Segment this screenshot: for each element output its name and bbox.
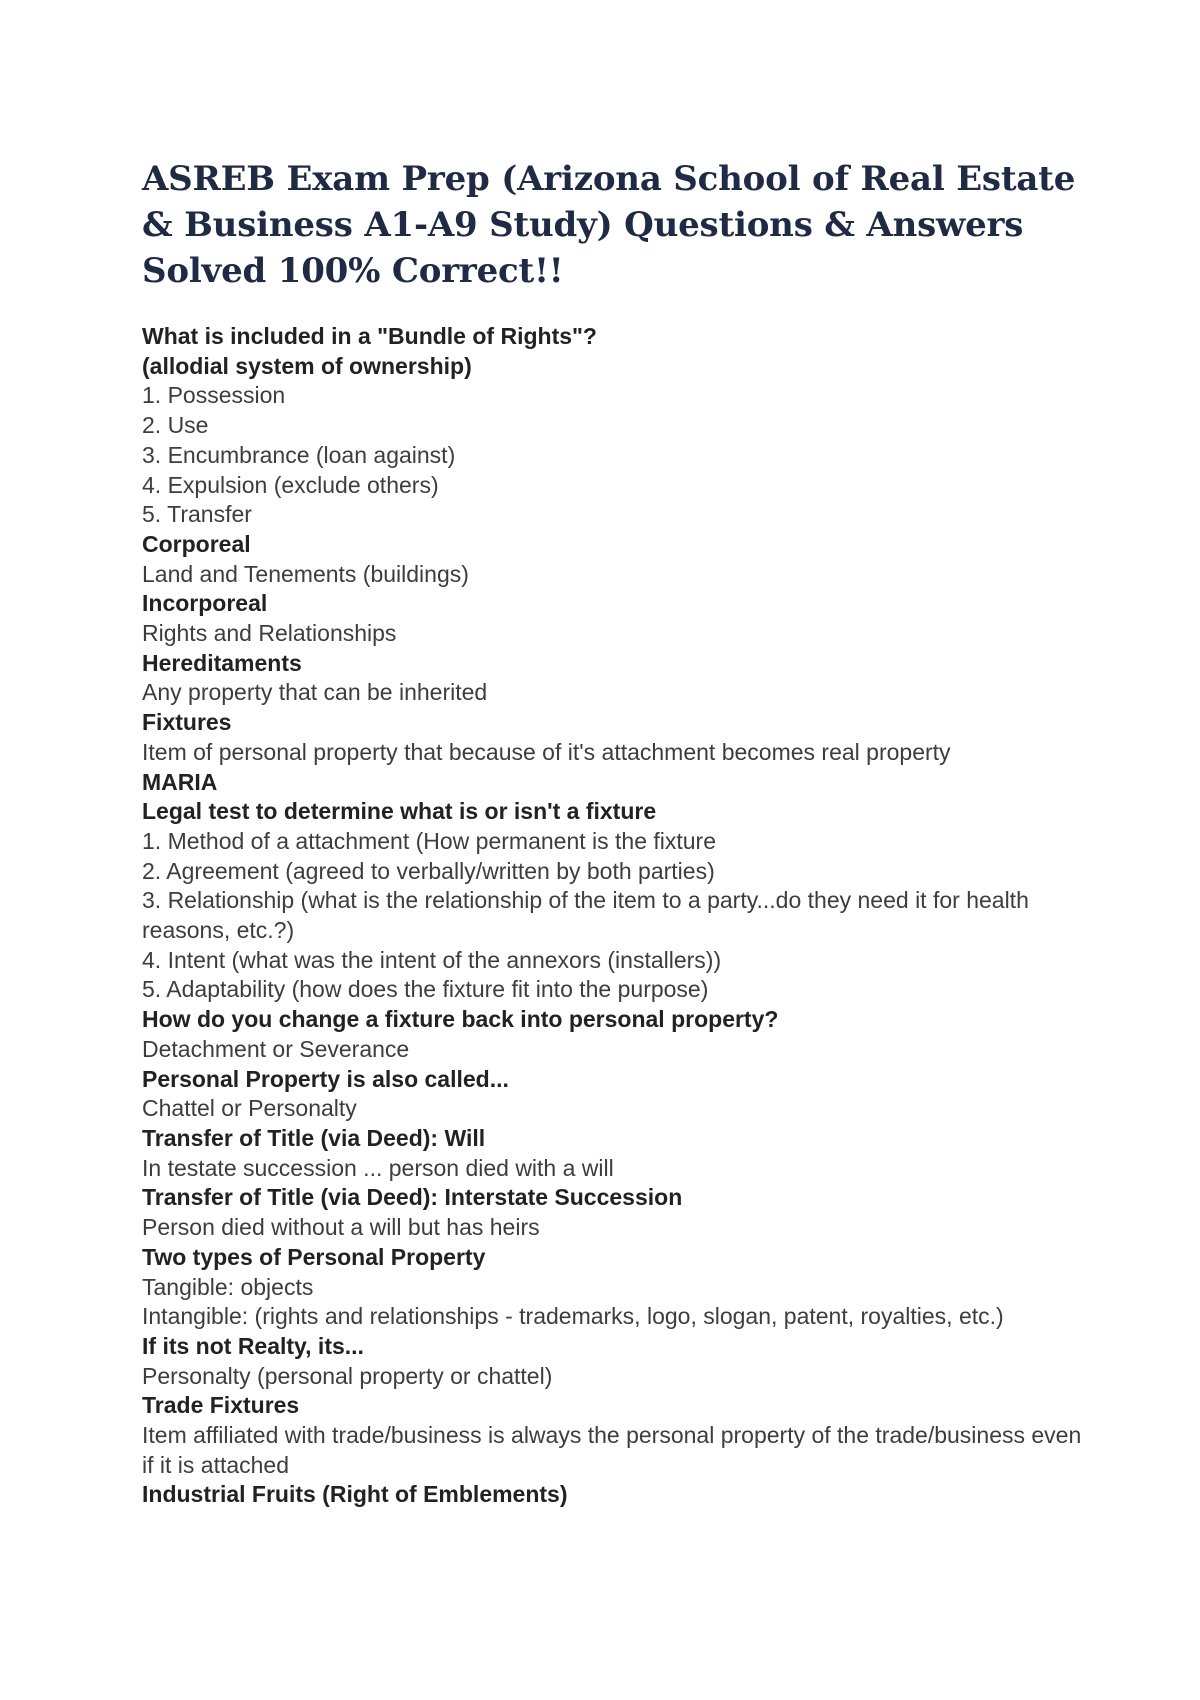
question-not-realty: If its not Realty, its... bbox=[142, 1332, 364, 1359]
answer-line: 1. Possession bbox=[142, 382, 286, 409]
question-incorporeal: Incorporeal bbox=[142, 590, 268, 617]
answer-line: In testate succession ... person died with a will bbox=[142, 1154, 614, 1181]
answer-line: Intangible: (rights and relationships - trademarks, logo, slogan, patent, royalties, etc.) bbox=[142, 1303, 1004, 1330]
answer-line: 5. Transfer bbox=[142, 501, 252, 528]
question-bundle-of-rights-subtitle: (allodial system of ownership) bbox=[142, 352, 472, 379]
question-bundle-of-rights: What is included in a "Bundle of Rights"? bbox=[142, 323, 597, 349]
answer-line: Tangible: objects bbox=[142, 1273, 314, 1300]
answer-line: Person died without a will but has heirs bbox=[142, 1214, 540, 1241]
question-hereditaments: Hereditaments bbox=[142, 649, 302, 676]
answer-line: 5. Adaptability (how does the fixture fit into the purpose) bbox=[142, 976, 709, 1003]
document-title: ASREB Exam Prep (Arizona School of Real Estate & Business A1-A9 Study) Questions & Answers Solved 100% Correct!! bbox=[142, 159, 1076, 291]
answer-line: Any property that can be inherited bbox=[142, 679, 488, 706]
question-maria-subtitle: Legal test to determine what is or isn't a fixture bbox=[142, 798, 657, 825]
question-fixture-to-personal: How do you change a fixture back into personal property? bbox=[142, 1006, 779, 1033]
question-trade-fixtures: Trade Fixtures bbox=[142, 1392, 300, 1419]
answer-line: Detachment or Severance bbox=[142, 1035, 410, 1062]
question-industrial-fruits: Industrial Fruits (Right of Emblements) bbox=[142, 1481, 568, 1508]
question-maria: MARIA bbox=[142, 768, 218, 795]
question-personal-property-called: Personal Property is also called... bbox=[142, 1065, 509, 1092]
question-transfer-interstate: Transfer of Title (via Deed): Interstate Succession bbox=[142, 1184, 683, 1211]
answer-line: Item affiliated with trade/business is always the personal property of the trade/business even if it is attached bbox=[142, 1422, 1082, 1478]
answer-line: Chattel or Personalty bbox=[142, 1095, 357, 1122]
answer-line: Personalty (personal property or chattel) bbox=[142, 1362, 553, 1389]
question-corporeal: Corporeal bbox=[142, 530, 251, 557]
answer-line: 3. Encumbrance (loan against) bbox=[142, 441, 456, 468]
question-two-types: Two types of Personal Property bbox=[142, 1243, 486, 1270]
answer-line: 2. Agreement (agreed to verbally/written by both parties) bbox=[142, 857, 715, 884]
study-content bbox=[142, 322, 1082, 1510]
answer-line: 1. Method of a attachment (How permanent is the fixture bbox=[142, 827, 717, 854]
answer-line: 2. Use bbox=[142, 412, 209, 439]
answer-line: Rights and Relationships bbox=[142, 620, 397, 647]
answer-line: Item of personal property that because of it's attachment becomes real property bbox=[142, 738, 951, 765]
answer-line: 3. Relationship (what is the relationship of the item to a party...do they need it for health reasons, etc.?) bbox=[142, 887, 1029, 944]
answer-line: 4. Expulsion (exclude others) bbox=[142, 471, 439, 498]
question-transfer-will: Transfer of Title (via Deed): Will bbox=[142, 1124, 486, 1151]
answer-line: 4. Intent (what was the intent of the annexors (installers)) bbox=[142, 946, 722, 973]
question-fixtures: Fixtures bbox=[142, 709, 232, 736]
answer-line: Land and Tenements (buildings) bbox=[142, 560, 469, 587]
